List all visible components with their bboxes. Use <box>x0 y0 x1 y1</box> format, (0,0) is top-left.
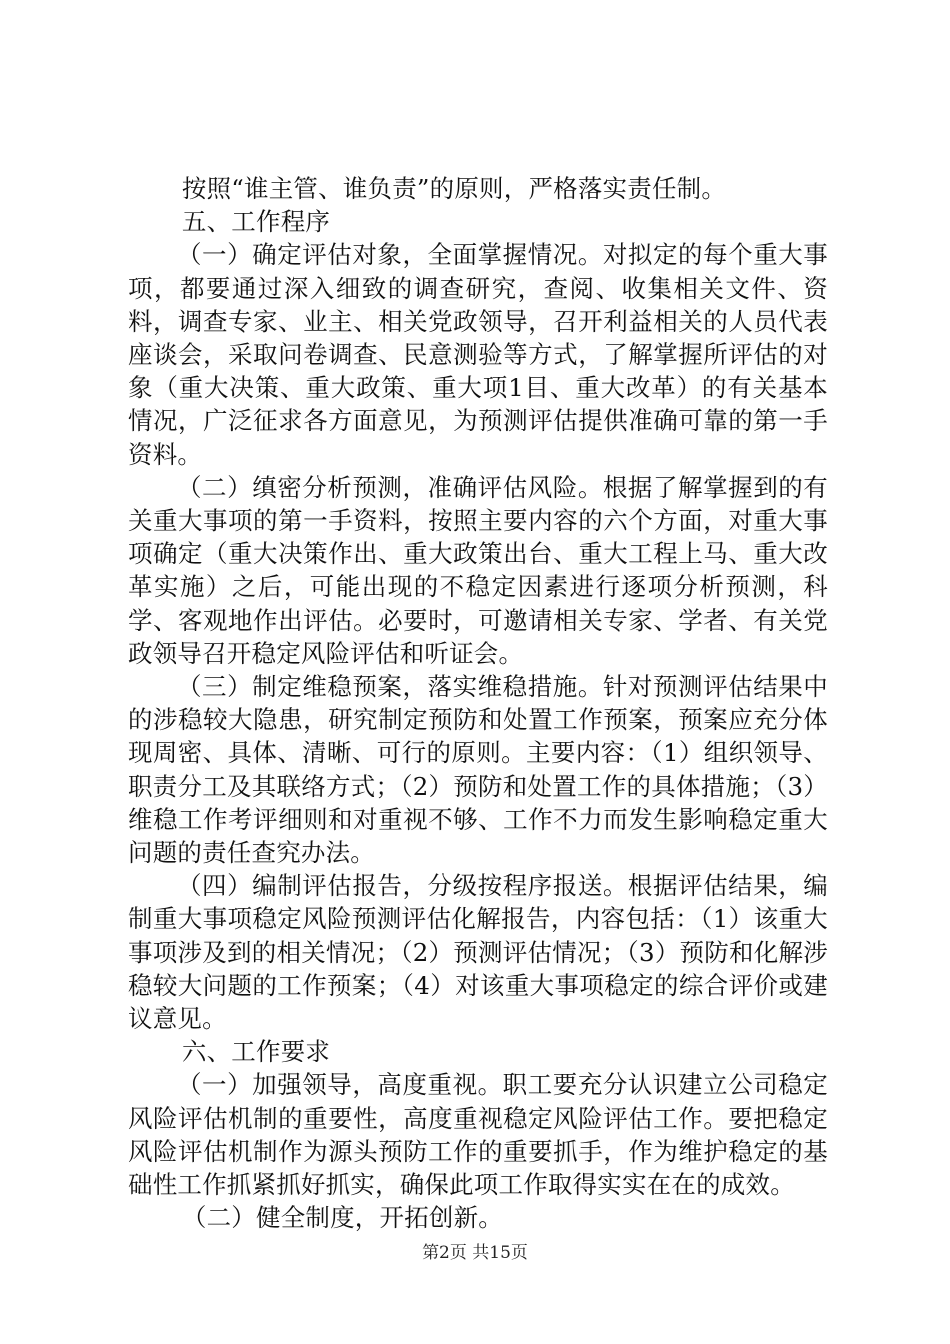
paragraph-procedure-1: （一）确定评估对象，全面掌握情况。对拟定的每个重大事项，都要通过深入细致的调查研究，查阅、收集相关文件、资料，调查专家、业主、相关党政领导，召开利益相关的人员代表座谈会，采取问卷调查、民意测验等方式，了解掌握所评估的对象（重大决策、重大政策、重大项1目、重大改革）的有关基本情况，广泛征求各方面意见，为预测评估提供准确可靠的第一手资料。 <box>128 240 828 469</box>
paragraph-requirement-2: （二）健全制度，开拓创新。 <box>181 1203 503 1233</box>
paragraph-requirement-1: （一）加强领导，高度重视。职工要充分认识建立公司稳定风险评估机制的重要性，高度重视稳定风险评估工作。要把稳定风险评估机制作为源头预防工作的重要抓手，作为维护稳定的基础性工作抓紧抓好抓实，确保此项工作取得实实在在的成效。 <box>128 1070 828 1200</box>
paragraph-procedure-3: （三）制定维稳预案，落实维稳措施。针对预测评估结果中的涉稳较大隐患，研究制定预防和处置工作预案，预案应充分体现周密、具体、清晰、可行的原则。主要内容：（1）组织领导、职责分工及其联络方式；（2）预防和处置工作的具体措施；（3）维稳工作考评细则和对重视不够、工作不力而发生影响稳定重大问题的责任查究办法。 <box>128 672 828 868</box>
page-footer <box>0 1243 950 1263</box>
page-number-label: 第2页 共15页 <box>422 1243 528 1263</box>
paragraph-procedure-2: （二）缜密分析预测，准确评估风险。根据了解掌握到的有关重大事项的第一手资料，按照主要内容的六个方面，对重大事项确定（重大决策作出、重大政策出台、重大工程上马、重大改革实施）之后，可能出现的不稳定因素进行逐项分析预测，科学、客观地作出评估。必要时，可邀请相关专家、学者、有关党政领导召开稳定风险评估和听证会。 <box>128 472 828 668</box>
paragraph-responsibility: 按照“谁主管、谁负责”的原则，严格落实责任制。 <box>181 174 727 203</box>
paragraph-procedure-4: （四）编制评估报告，分级按程序报送。根据评估结果，编制重大事项稳定风险预测评估化解报告，内容包括：（1）该重大事项涉及到的相关情况；（2）预测评估情况；（3）预防和化解涉稳较大问题的工作预案；（4）对该重大事项稳定的综合评价或建议意见。 <box>128 871 828 1034</box>
section-heading-work-requirements: 六、工作要求 <box>181 1037 331 1067</box>
section-heading-work-procedure: 五、工作程序 <box>181 207 331 237</box>
document-body <box>128 172 828 1235</box>
